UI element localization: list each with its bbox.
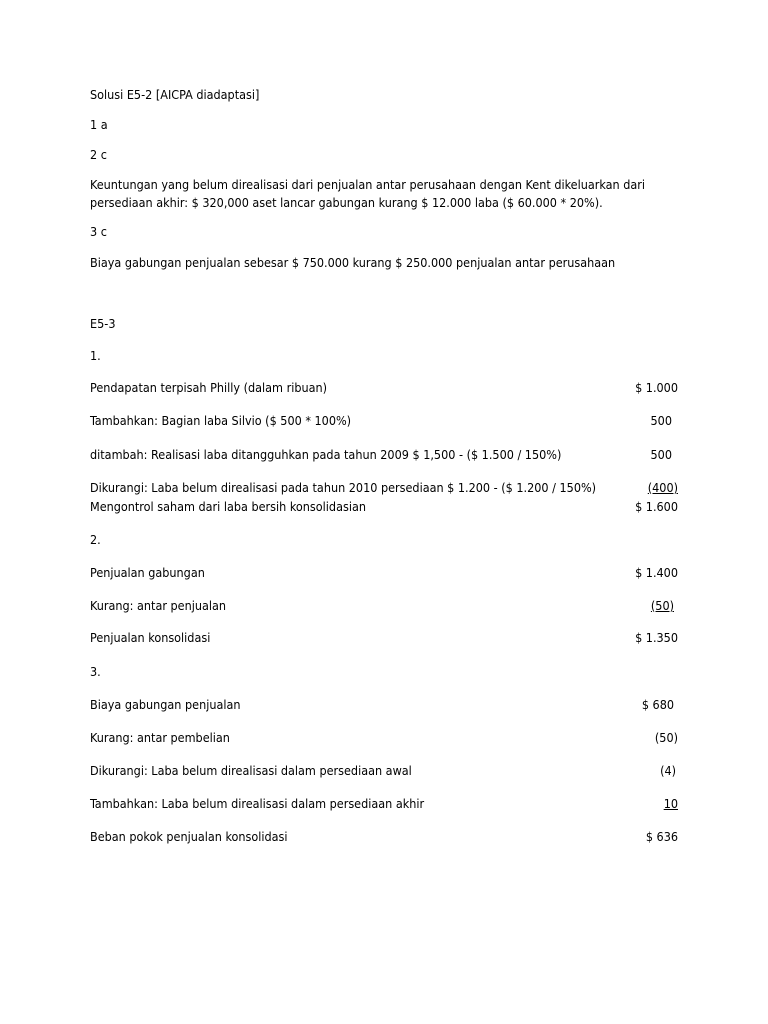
answer-1: 1 a [90,117,108,132]
table-row [90,413,678,429]
row-label: Biaya gabungan penjualan [90,697,241,712]
row-amount: $ 1.400 [635,565,678,580]
row-label: Pendapatan terpisah Philly (dalam ribuan) [90,380,328,395]
row-amount: $ 1.350 [635,630,678,645]
row-label: Dikurangi: Laba belum direalisasi pada tahun 2010 persediaan $ 1.200 - ($ 1.200 / 150%) [90,480,597,495]
row-amount: $ 1.000 [635,380,678,395]
answer-2: 2 c [90,147,107,162]
part-1-number: 1. [90,348,101,363]
row-amount: (400) [647,480,678,495]
row-amount: (50) [654,730,678,745]
row-label: Beban pokok penjualan konsolidasi [90,829,288,844]
part-2-number: 2. [90,532,101,547]
row-amount: 10 [663,796,678,811]
row-amount: 500 [650,447,672,462]
table-row [90,598,678,614]
row-label: Kurang: antar penjualan [90,598,227,613]
answer-3-explanation: Biaya gabungan penjualan sebesar $ 750.000 kurang $ 250.000 penjualan antar perusahaan [90,255,616,270]
row-amount: 500 [650,413,672,428]
answer-2-explanation: Keuntungan yang belum direalisasi dari penjualan antar perusahaan dengan Kent dikeluarkan dari persediaan akhir: $ 320,000 aset lancar gabungan kurang $ 12.000 laba ($ 60.000 * 20%). [90,177,645,210]
table-row [90,763,678,779]
e5-2-title: Solusi E5-2 [AICPA diadaptasi] [90,87,260,102]
table-row-total [90,499,678,515]
table-row-total [90,630,678,646]
e5-3-title: E5-3 [90,316,116,331]
table-row [90,697,678,713]
table-row-total [90,829,678,845]
table-row [90,730,678,746]
answer-3: 3 c [90,224,107,239]
row-label: Tambahkan: Laba belum direalisasi dalam persediaan akhir [90,796,425,811]
row-label: ditambah: Realisasi laba ditangguhkan pada tahun 2009 $ 1,500 - ($ 1.500 / 150%) [90,447,562,462]
row-label: Mengontrol saham dari laba bersih konsolidasian [90,499,366,514]
row-label: Kurang: antar pembelian [90,730,230,745]
row-amount: $ 680 [641,697,674,712]
row-amount: (50) [650,598,674,613]
part-3-number: 3. [90,664,101,679]
row-amount: $ 1.600 [635,499,678,514]
table-row [90,380,678,396]
table-row [90,796,678,812]
row-label: Penjualan konsolidasi [90,630,211,645]
row-label: Tambahkan: Bagian laba Silvio ($ 500 * 100%) [90,413,352,428]
table-row [90,447,678,463]
row-label: Penjualan gabungan [90,565,205,580]
row-amount: $ 636 [645,829,678,844]
table-row [90,565,678,581]
row-amount: (4) [660,763,676,778]
row-label: Dikurangi: Laba belum direalisasi dalam persediaan awal [90,763,412,778]
table-row [90,480,678,496]
